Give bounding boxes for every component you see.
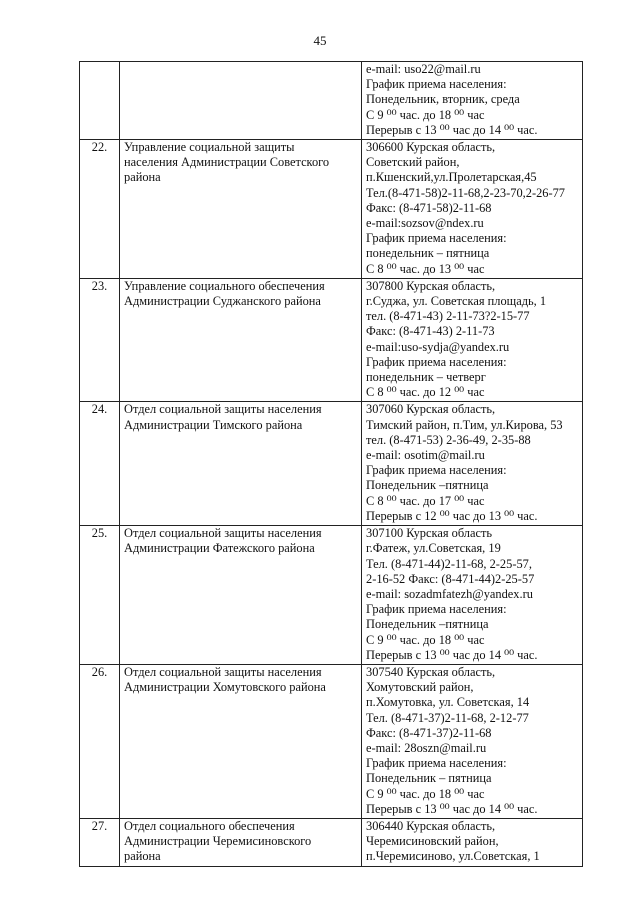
contact-line: Тимский район, п.Тим, ул.Кирова, 53 (366, 417, 563, 432)
office-contact (362, 140, 583, 279)
office-name (120, 278, 362, 402)
contact-line: п.Хомутовка, ул. Советская, 14 (366, 695, 530, 710)
office-name-line: района (124, 170, 161, 185)
contact-line: Тел.(8-471-58)2-11-68,2-23-70,2-26-77 (366, 185, 565, 200)
contact-line: График приема населения: (366, 756, 507, 771)
office-contact (362, 278, 583, 402)
office-name-line: Отдел социальной защиты населения (124, 402, 322, 417)
contact-line: 307800 Курская область, (366, 278, 496, 293)
contact-line: г.Суджа, ул. Советская площадь, 1 (366, 294, 547, 309)
office-name-line: Отдел социальной защиты населения (124, 526, 322, 541)
contact-line: Понедельник – пятница (366, 771, 492, 786)
contact-line: Перерыв с 13 ⁰⁰ час до 14 ⁰⁰ час. (366, 647, 538, 662)
office-name-line: Администрации Черемисиновского (124, 834, 312, 849)
row-number: 22. (80, 140, 120, 279)
contact-line: Советский район, (366, 155, 460, 170)
offices-table (79, 61, 583, 867)
contact-line: График приема населения: (366, 602, 507, 617)
table-row (80, 62, 583, 140)
offices-table-body (80, 62, 583, 867)
contact-line: тел. (8-471-43) 2-11-73?2-15-77 (366, 309, 530, 324)
page-number: 45 (313, 33, 327, 48)
office-contact (362, 62, 583, 140)
office-name (120, 402, 362, 526)
contact-line: e-mail: 28oszn@mail.ru (366, 740, 487, 755)
office-name-line: района (124, 849, 161, 864)
table-row (80, 278, 583, 402)
office-name-line: Администрации Фатежского района (124, 541, 315, 556)
office-name-line: Управление социального обеспечения (124, 278, 325, 293)
contact-line: График приема населения: (366, 463, 507, 478)
contact-line: e-mail: sozadmfatezh@yandex.ru (366, 586, 533, 601)
office-name-line: населения Администрации Советского (124, 155, 330, 170)
contact-line: понедельник – четверг (366, 370, 486, 385)
contact-line: Перерыв с 13 ⁰⁰ час до 14 ⁰⁰ час. (366, 801, 538, 816)
office-name-line: Администрации Тимского района (124, 417, 303, 432)
contact-line: Понедельник, вторник, среда (366, 92, 520, 107)
contact-line: Тел. (8-471-44)2-11-68, 2-25-57, (366, 556, 532, 571)
contact-line: e-mail: uso22@mail.ru (366, 62, 481, 76)
contact-line: 306600 Курская область, (366, 140, 496, 155)
contact-line: 307100 Курская область (366, 526, 493, 541)
table-row (80, 140, 583, 279)
contact-line: Понедельник –пятница (366, 478, 489, 493)
contact-line: 307060 Курская область, (366, 402, 496, 417)
table-row (80, 526, 583, 665)
table-row (80, 664, 583, 818)
contact-line: С 9 ⁰⁰ час. до 18 ⁰⁰ час (366, 786, 485, 801)
table-row (80, 402, 583, 526)
contact-line: Перерыв с 13 ⁰⁰ час до 14 ⁰⁰ час. (366, 122, 538, 137)
contact-line: С 8 ⁰⁰ час. до 17 ⁰⁰ час (366, 493, 485, 508)
contact-line: График приема населения: (366, 354, 507, 369)
office-name-line: Администрации Суджанского района (124, 294, 321, 309)
office-name (120, 140, 362, 279)
contact-line: График приема населения: (366, 77, 507, 92)
row-number: 23. (80, 278, 120, 402)
contact-line: Факс: (8-471-58)2-11-68 (366, 200, 492, 215)
office-name-line: Управление социальной защиты (124, 140, 295, 155)
office-name-line: Отдел социальной защиты населения (124, 664, 322, 679)
contact-line: С 9 ⁰⁰ час. до 18 ⁰⁰ час (366, 107, 485, 122)
contact-line: С 8 ⁰⁰ час. до 12 ⁰⁰ час (366, 385, 485, 400)
contact-line: Тел. (8-471-37)2-11-68, 2-12-77 (366, 710, 529, 725)
row-number: 26. (80, 664, 120, 818)
contact-line: Хомутовский район, (366, 680, 474, 695)
contact-line: г.Фатеж, ул.Советская, 19 (366, 541, 501, 556)
office-name (120, 526, 362, 665)
row-number: 27. (80, 818, 120, 866)
contact-line: Понедельник –пятница (366, 617, 489, 632)
contact-line: Факс: (8-471-37)2-11-68 (366, 725, 492, 740)
contact-line: тел. (8-471-53) 2-36-49, 2-35-88 (366, 432, 531, 447)
office-contact (362, 526, 583, 665)
contact-line: 306440 Курская область, (366, 818, 496, 833)
contact-line: п.Кшенский,ул.Пролетарская,45 (366, 170, 537, 185)
contact-line: e-mail:sozsov@ndex.ru (366, 216, 484, 231)
office-name (120, 818, 362, 866)
contact-line: Факс: (8-471-43) 2-11-73 (366, 324, 495, 339)
contact-line: Перерыв с 12 ⁰⁰ час до 13 ⁰⁰ час. (366, 508, 538, 523)
contact-line: e-mail:uso-sydja@yandex.ru (366, 339, 510, 354)
office-contact (362, 818, 583, 866)
office-contact (362, 402, 583, 526)
office-name-line: Отдел социального обеспечения (124, 818, 295, 833)
table-row (80, 818, 583, 866)
contact-line: п.Черемисиново, ул.Советская, 1 (366, 849, 540, 864)
contact-line: Черемисиновский район, (366, 834, 499, 849)
contact-line: 2-16-52 Факс: (8-471-44)2-25-57 (366, 571, 535, 586)
contact-line: С 9 ⁰⁰ час. до 18 ⁰⁰ час (366, 632, 485, 647)
contact-line: С 8 ⁰⁰ час. до 13 ⁰⁰ час (366, 261, 485, 276)
office-name (120, 664, 362, 818)
contact-line: График приема населения: (366, 231, 507, 246)
office-contact (362, 664, 583, 818)
contact-line: понедельник – пятница (366, 246, 490, 261)
row-number: 24. (80, 402, 120, 526)
contact-line: 307540 Курская область, (366, 664, 496, 679)
contact-line: e-mail: osotim@mail.ru (366, 448, 485, 463)
row-number: 25. (80, 526, 120, 665)
office-name (120, 62, 362, 140)
office-name-line: Администрации Хомутовского района (124, 680, 326, 695)
row-number (80, 62, 120, 140)
